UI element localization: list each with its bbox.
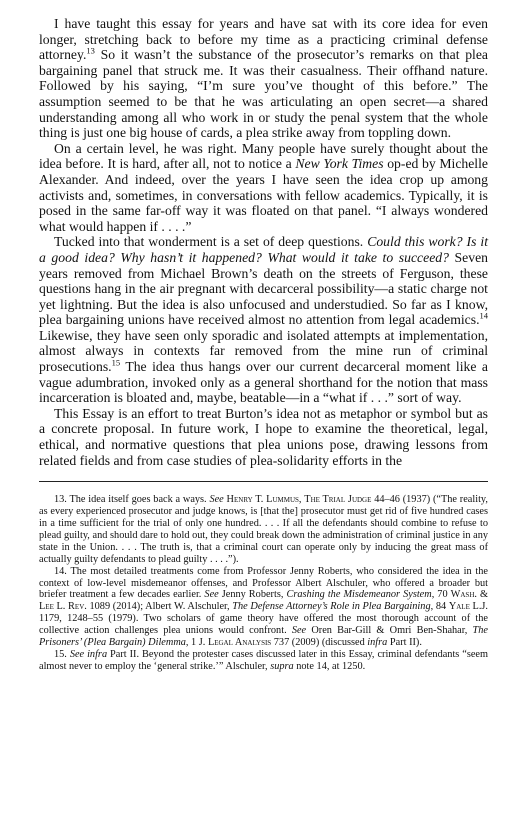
footnote-14: 14. The most detailed treatments come from Professor Jenny Roberts, who considered the idea in the context of low-level misdemeanor offenses, and Professor Albert Alschuler, who offered a broader but briefer treatment a few decades earlier. See Jenny Roberts, Crashing the Misdemeanor System, 70 Wash. & Lee L. Rev. 1089 (2014); Albert W. Alschuler, The Defense Attorney’s Role in Plea Bargaining, 84 Yale L.J. 1179, 1248–55 (1979). Two scholars of game theory have offered the most thorough account of the collective action challenges plea unions would confront. See Oren Bar-Gill & Omri Ben-Shahar, The Prisoners’ (Plea Bargain) Dilemma, 1 J. Legal Analysis 737 (2009) (discussed infra Part II).	[39, 565, 488, 649]
paragraph-2: On a certain level, he was right. Many people have surely thought about the idea before. It is hard, after all, not to notice a New York Times op-ed by Michelle Alexander. And indeed, over the years I have seen the idea crop up among activists and, sometimes, in conversations with fellow academics. Typically, it is posed in the same far-off way it was floated on that panel. “I always wondered what would happen if . . . .”	[39, 140, 488, 234]
footnote-divider	[39, 481, 488, 482]
footnote-13: 13. The idea itself goes back a ways. See Henry T. Lummus, The Trial Judge 44–46 (1937) (“The reality, as every experienced prosecutor and judge knows, is [that the] prosecutor must get rid of five hundred cases in a time sufficient for the trial of only one hundred. . . . If all the defendants should combine to refuse to plead guilty, and should dare to hold out, they could break down the administration of criminal justice in any state in the Union. . . . The truth is, that a criminal court can operate only by inducing the great mass of actually guilty defendants to plead guilty . . . .”).	[39, 494, 488, 565]
footnote-ref-13[interactable]: 13	[86, 45, 95, 56]
footnote-15: 15. See infra Part II. Beyond the protester cases discussed later in this Essay, criminal defendants “seem almost never to employ the ‘general strike.’” Alschuler, supra note 14, at 1250.	[39, 649, 488, 672]
paragraph-3: Tucked into that wonderment is a set of deep questions. Could this work? Is it a good idea? Why hasn’t it happened? What would it take to succeed? Seven years removed from Michael Brown’s death on the streets of Ferguson, these questions hang in the air pregnant with decarceral possibility—a static charge not yet lightning. But the idea is also unfocused and understudied. So far as I know, plea bargaining unions have received almost no attention from legal academics.$^{14}$ Likewise, they have seen only sporadic and isolated attempts at implementation, almost always in contexts far removed from the mine run of criminal prosecutions.$^{15}$ The idea thus hangs over our current decarceral moment like a vague adumbration, invoked only as a general shorthand for the notion that mass incarceration is bloated and, maybe, beatable—in a “what if . . .” sort of way.	[39, 234, 489, 406]
document-page	[39, 16, 488, 673]
footnotes	[39, 494, 488, 673]
paragraph-4: This Essay is an effort to treat Burton’s idea not as metaphor or symbol but as a concrete proposal. In future work, I hope to examine the theoretical, legal, ethical, and normative questions that plea unions pose, drawing lessons from related fields and from case studies of plea-solidarity efforts in the	[39, 405, 488, 468]
main-text	[39, 16, 488, 468]
footnote-ref-14[interactable]: 14	[479, 310, 488, 321]
footnote-ref-15[interactable]: 15	[111, 357, 121, 368]
paragraph-1: I have taught this essay for years and have sat with its core idea for even longer, stretching back to before my time as a practicing criminal defense attorney.$^{13}$ So it wasn’t the substance of the prosecutor’s remarks on that plea bargaining panel that struck me. It was their casualness. Their offhand nature. Followed by his saying, “I’m sure you’ve thought of this before.” The assumption seemed to be that he was articulating an open secret—a shared understanding among all who work in or study the penal system that the whole thing is just one big house of cards, a plea strike away from toppling down.	[39, 16, 488, 141]
